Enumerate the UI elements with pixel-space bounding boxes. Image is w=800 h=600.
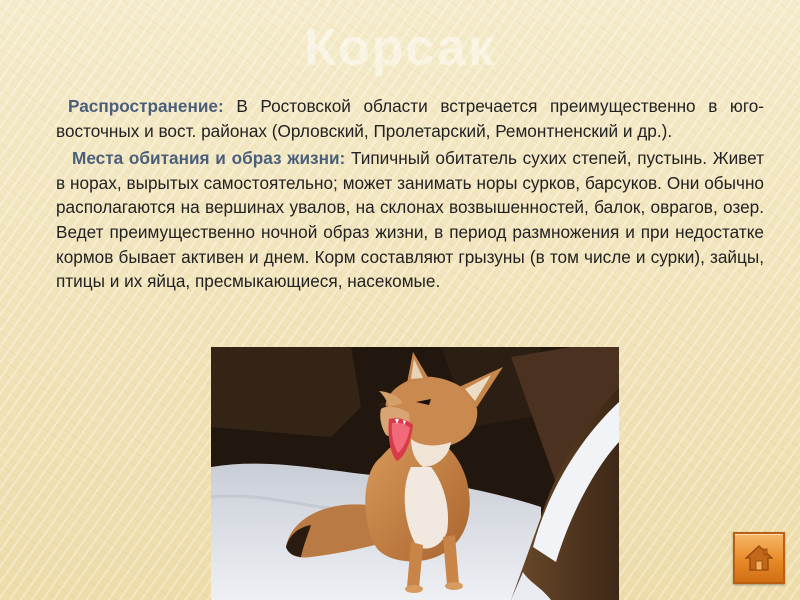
habitat-text: Типичный обитатель сухих степей, пустынь. Живет в норах, вырытых самостоятельно; может занимать норы сурков, барсуков. Они обычно располагаются на вершинах увалов, на склонах возвышенностей, балок, оврагов, озер. Ведет преимущественно ночной образ жизни, в период размножения и при недостатке кормов бывает активен и днем. Корм составляют грызуны (в том числе и сурки), зайцы, птицы и их яйца, пресмыкающиеся, насекомые. [56,148,764,292]
slide-body [56,94,764,297]
paragraph-habitat [56,146,764,294]
paragraph-distribution [56,94,764,143]
distribution-text: В Ростовской области встречается преимущественно в юго-восточных и вост. районах (Орловский, Пролетарский, Ремонтненский и др.). [56,96,764,141]
corsac-fox-photo [211,347,619,600]
term-habitat: Места обитания и образ жизни: [72,148,346,169]
home-icon [744,543,774,573]
home-button[interactable] [733,532,785,584]
slide-title: Корсак [304,19,496,77]
term-distribution: Распространение: [68,96,224,116]
